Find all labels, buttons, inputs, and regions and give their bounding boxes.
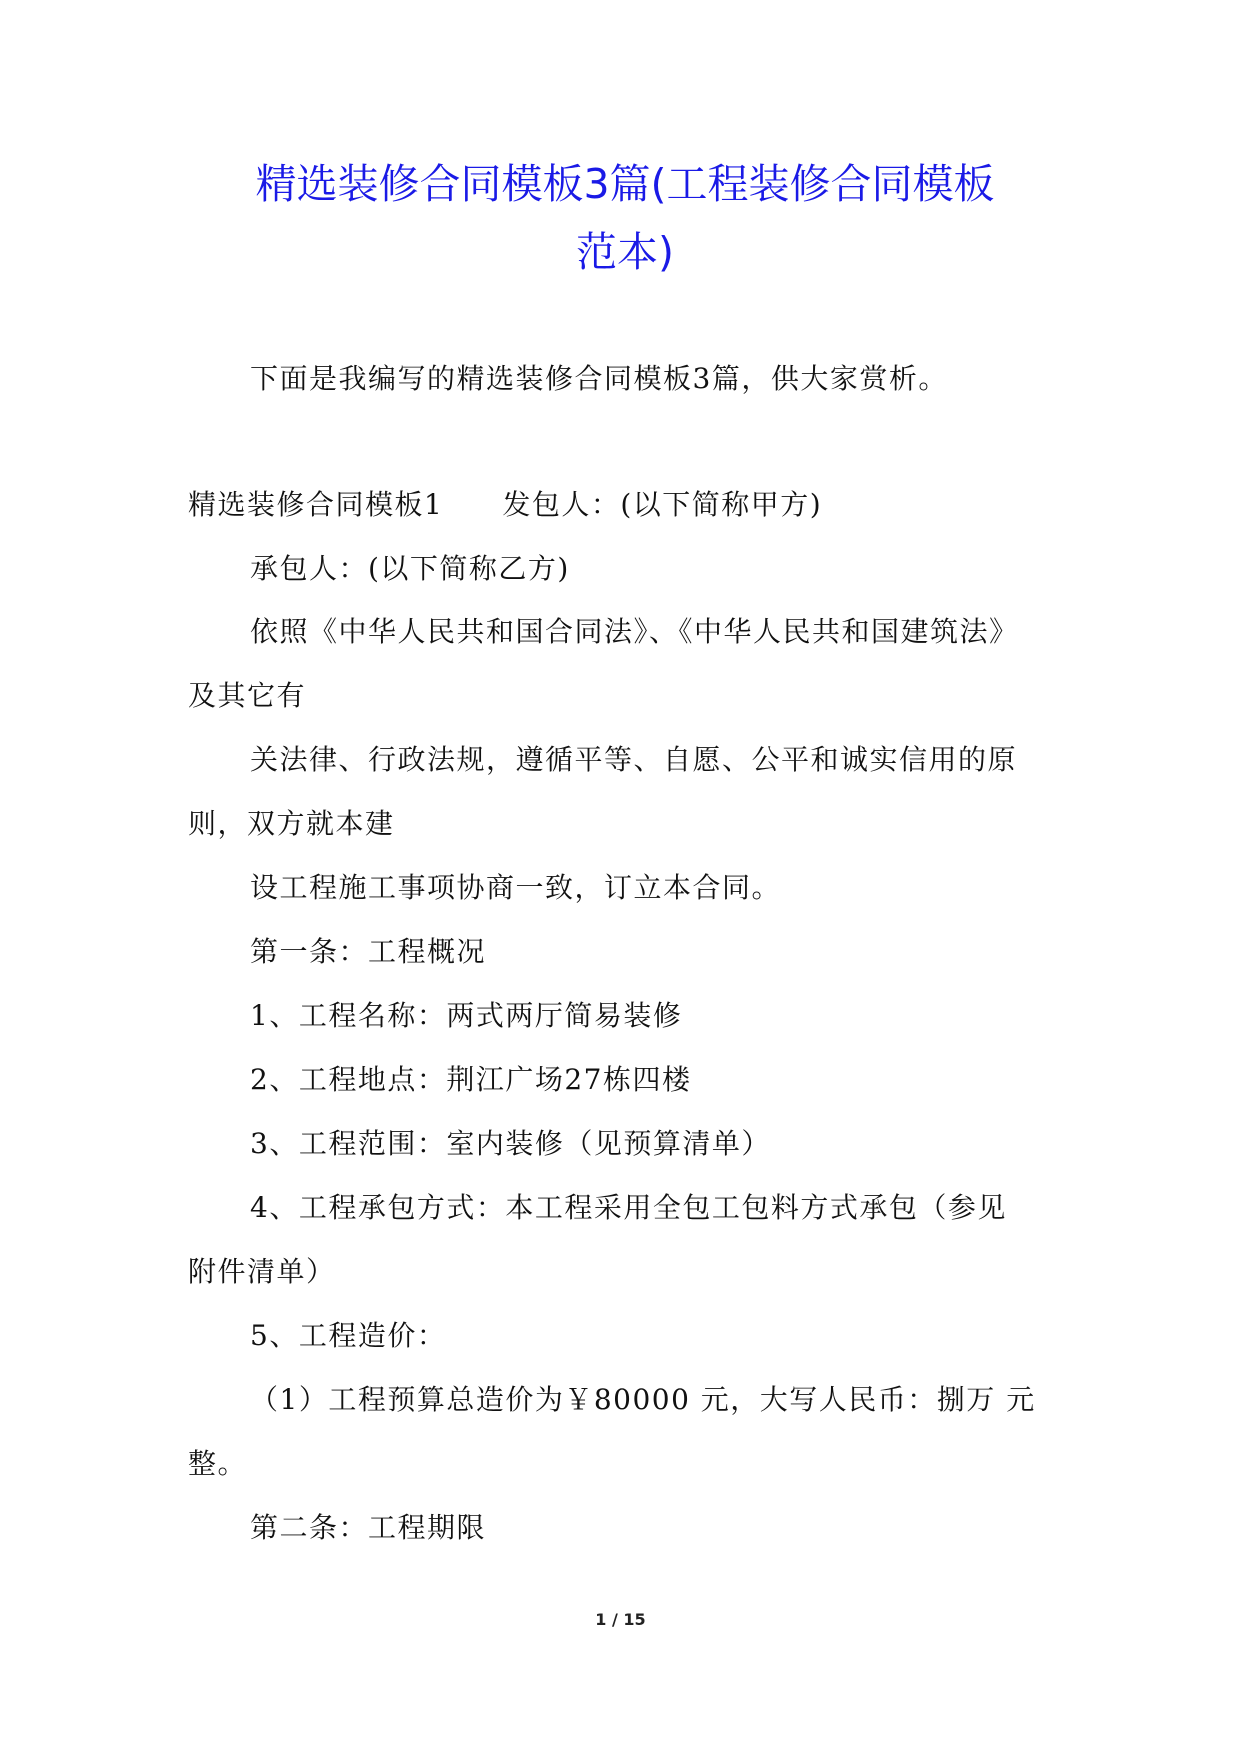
section-heading: 第一条：工程概况	[250, 935, 487, 968]
document-title-line-2: 范本)	[576, 228, 674, 276]
body-line: 关法律、行政法规，遵循平等、自愿、公平和诚实信用的原	[250, 743, 1018, 776]
body-line: 4、工程承包方式：本工程采用全包工包料方式承包（参见	[250, 1191, 1007, 1224]
body-line: 及其它有	[188, 679, 307, 712]
document-title-line-1: 精选装修合同模板3篇(工程装修合同模板	[255, 160, 995, 208]
body-line: 承包人：(以下简称乙方)	[250, 552, 570, 585]
body-line: 则，双方就本建	[188, 807, 395, 840]
body-line: 精选装修合同模板1 发包人：(以下简称甲方)	[188, 488, 823, 521]
body-line: 2、工程地点：荆江广场27栋四楼	[250, 1063, 692, 1096]
page-number: 1 / 15	[595, 1610, 646, 1629]
body-line: 附件清单）	[188, 1255, 336, 1288]
intro-paragraph: 下面是我编写的精选装修合同模板3篇，供大家赏析。	[250, 362, 948, 395]
body-line: 1、工程名称：两式两厅简易装修	[250, 999, 683, 1032]
body-line: 依照《中华人民共和国合同法》、《中华人民共和国建筑法》	[250, 615, 1019, 648]
section-heading: 第二条：工程期限	[250, 1511, 487, 1544]
body-line: 3、工程范围：室内装修（见预算清单）	[250, 1127, 771, 1160]
body-line: 5、工程造价：	[250, 1319, 447, 1352]
body-line: （1）工程预算总造价为￥80000 元，大写人民币：捌万 元	[250, 1383, 1036, 1416]
body-line: 设工程施工事项协商一致，订立本合同。	[250, 871, 782, 904]
body-line: 整。	[188, 1447, 248, 1480]
